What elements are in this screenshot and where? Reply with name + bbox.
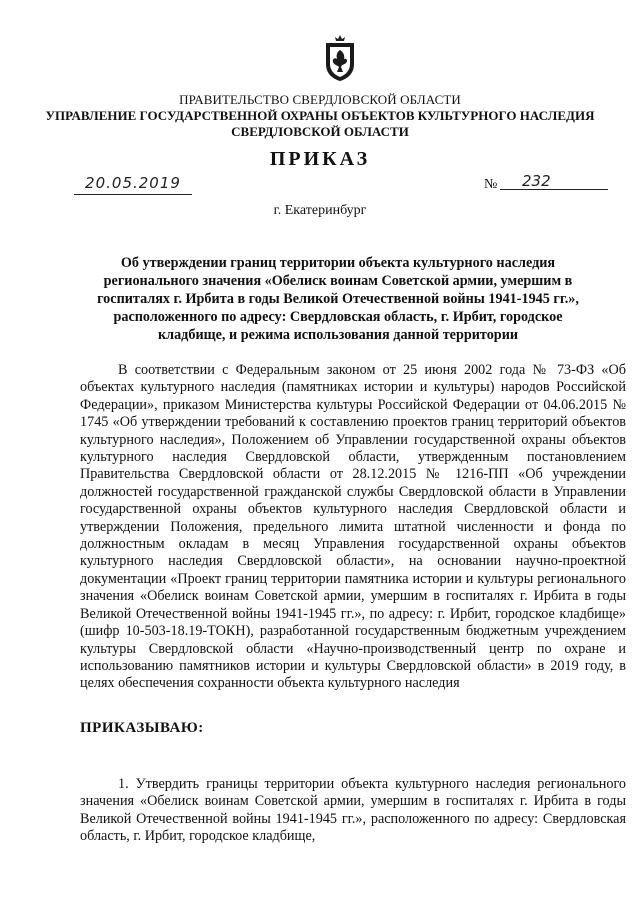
government-name: ПРАВИТЕЛЬСТВО СВЕРДЛОВСКОЙ ОБЛАСТИ <box>179 92 461 107</box>
city: г. Екатеринбург <box>273 203 367 218</box>
order-date: 20.05.2019 <box>74 174 192 195</box>
coat-of-arms-icon <box>323 34 357 82</box>
order-item-1: 1. Утвердить границы территории объекта культурного наследия регионального значения «Обелиск воинам Советской армии, умершим в госпиталях г. Ирбита в годы Великой Отечественной войны 1941-1945 гг.», расположенного по адресу: Свердловская область, г. Ирбит, городское кладбище, <box>80 776 626 845</box>
order-title: Об утверждении границ территории объекта культурного наследия регионального значения «Обелиск воинам Советской армии, умершим в госпиталях г. Ирбита в годы Великой Отечественной войны 1941-1945 гг.», расположенного по адресу: Свердловская область, г. Ирбит, городское кладбище, и режима использования данной территории <box>97 255 579 343</box>
number-label: № <box>484 177 498 192</box>
document-type-heading: ПРИКАЗ <box>269 148 371 170</box>
preamble-paragraph: В соответствии с Федеральным законом от 25 июня 2002 года № 73-ФЗ «Об объектах культурного наследия (памятниках истории и культуры) народов Российской Федерации», приказом Министерства культуры Российской Федерации от 04.06.2015 № 1745 «Об утверждении требований к составлению проектов границ территорий объектов культурного наследия», Положением об Управлении государственной охраны объектов культурного наследия Свердловской области, утвержденным постановлением Правительства Свердловской области от 28.12.2015 № 1216-ПП «Об учреждении должностей государственной гражданской службы Свердловской области в Управлении государственной охраны объектов культурного наследия Свердловской области и утверждении Положения, предельного лимита штатной численности и фонда по должностным окладам в месяц Управления государственной охраны объектов культурного наследия Свердловской области», на основании научно-проектной документации «Проект границ территории памятника истории и культуры регионального значения «Обелиск воинам Советской армии, умершим в госпиталях г. Ирбита в годы Великой Отечественной войны 1941-1945 гг.», по адресу: г. Ирбит, городское кладбище» (шифр 10-503-18.19-ТОКН), разработанной государственным бюджетным учреждением культуры Свердловской области «Научно-производственный центр по охране и использованию памятников истории и культуры Свердловской области» в 2019 году, в целях обеспечения сохранности объекта культурного наследия <box>80 362 626 692</box>
order-number: 232 <box>500 172 608 190</box>
order-directive: ПРИКАЗЫВАЮ: <box>80 720 204 736</box>
department-name: УПРАВЛЕНИЕ ГОСУДАРСТВЕННОЙ ОХРАНЫ ОБЪЕКТОВ КУЛЬТУРНОГО НАСЛЕДИЯ СВЕРДЛОВСКОЙ ОБЛАСТИ <box>45 108 595 139</box>
